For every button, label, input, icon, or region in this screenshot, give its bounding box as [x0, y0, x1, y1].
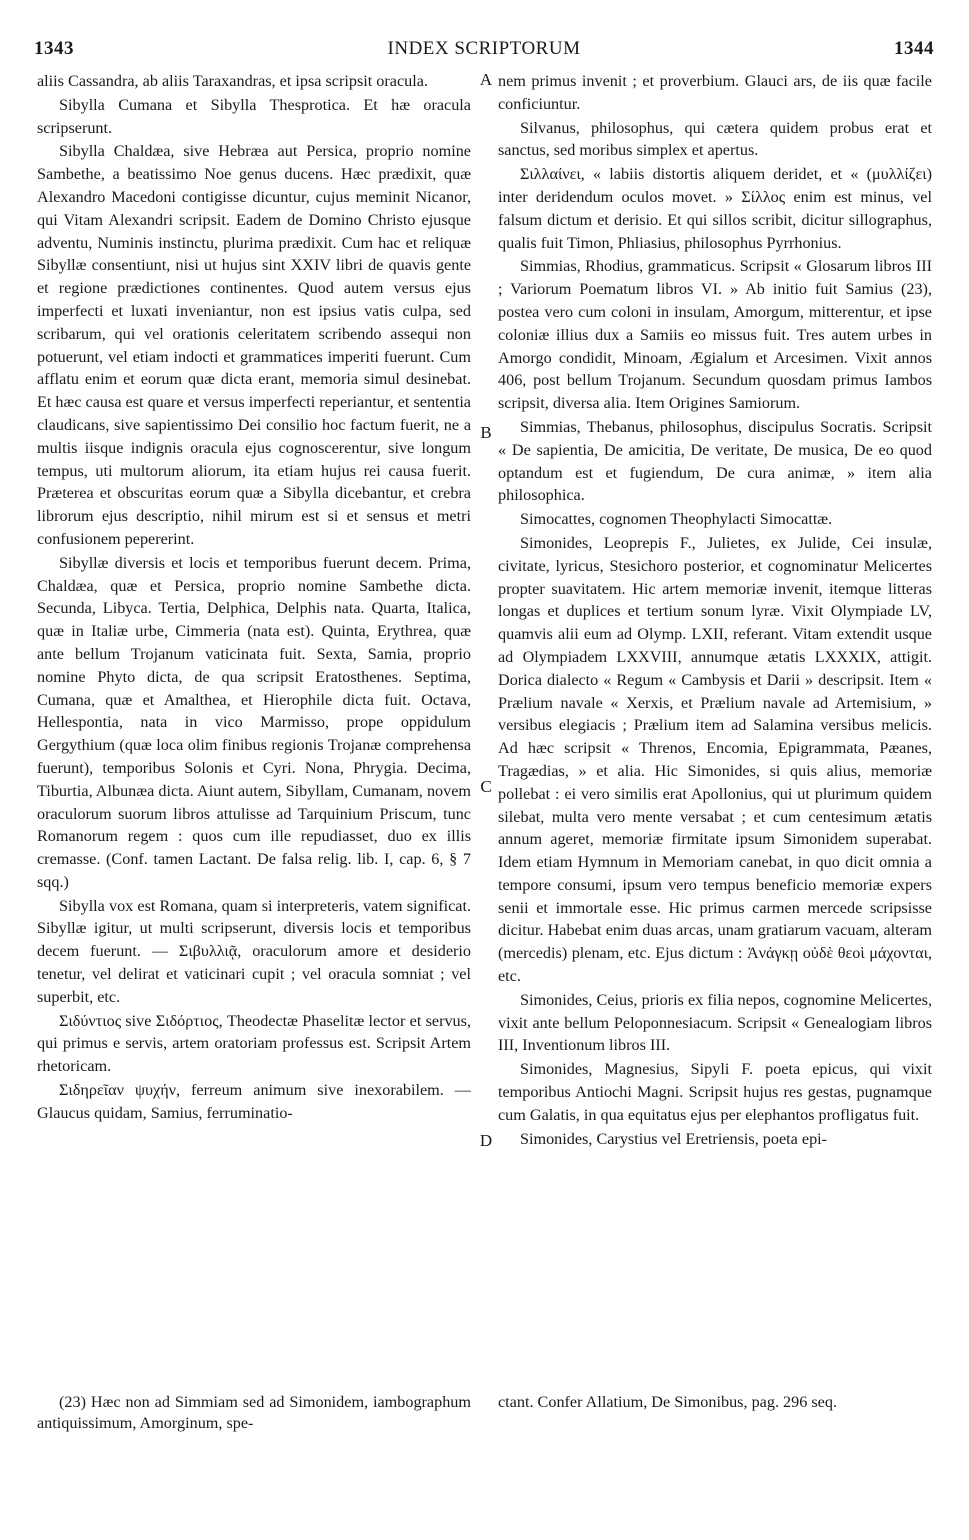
paragraph: Sibylla vox est Romana, quam si interpreteris, vatem significat. Sibyllæ igitur, ut multi scripserunt, diversis locis et temporibus decem fuerunt. — Σιβυλλιᾷ, oraculorum amore et desiderio tenetur, vel delirat et vaticinari cupit ; vel oracula somniat ; vel superbit, etc. [37, 896, 471, 1006]
margin-marker-b: B [480, 423, 492, 442]
paragraph: Sibylla Cumana et Sibylla Thesprotica. Et hæ oracula scripserunt. [37, 95, 471, 137]
paragraph: Simonides, Leoprepis F., Julietes, ex Julide, Cei insulæ, civitate, lyricus, Stesichoro posterior, et cognominatur Melicertes propter suavitatem. Hic artem memoriæ invenit, itemque litteras longas et duplices et tertium sonum lyræ. Vixit Olympiade LV, quamvis alii eum ad Olymp. LXII, referant. Vitam extendit usque ad Olympiadem LXXVIII, annumque ætatis LXXXIX, attigit. Dorica dialecto « Regum « Cambysis et Darii » descripsit. Item « Prælium navale « Xerxis, et Prælium navale ad Artemisium, » versibus elegiacis ; Prælium item ad Salamina versibus melicis. Ad hæc scripsit « Threnos, Encomia, Epigrammata, Pæanes, Tragædias, » et alia. Hic Simonides, si quis alius, memoriæ pollebat : ei vero similis erat Apollonius, qui ut plurimum quidem silebat, multa vero mente versabat ; et cum centesimum ætatis annum ageret, memoriæ firmitate ipsum Simonidem superabat. Idem etiam Hymnum in Memoriam canebat, in quo dicit omnia a tempore consumi, ipsum vero tempus beneficio memoriæ expers senii et immortale esse. Hic primus carmen mercede scripsisse dicitur. Habebat enim duas arcas, unam gratiarum vacuam, alteram (mercedis) plenam, etc. Ejus dictum : Ἀνάγκῃ οὐδὲ θεοὶ μάχονται, etc. [498, 533, 932, 986]
paragraph: Sibylla Chaldæa, sive Hebræa aut Persica, proprio nomine Sambethe, a beatissimo Noe genus ducens. Hæc prædixit, quæ Alexandro Macedoni contigisse dicuntur, cujus meminit Nicanor, qui Vitam Alexandri scripsit. Eadem de Domino Christo ejusque adventu, Numinis instinctu, plurima prædixit. Cum hac et reliquæ Sibyllæ consentiunt, nisi ut hujus sint XXIV libri de quavis gente et regione prædictiones continentes. Quod autem versus ejus imperfecti et luxati inveniantur, non est ipsius vatis culpa, sed scribarum, qui vel orationis celeritatem scribendo assequi non potuerunt, vel etiam indocti et grammatices imperiti fuerunt. Cum afflatu enim et eorum quæ dicta erant, memoria simul desinebat. Et hæc causa est quare et versus imperfecti reperiantur, et sententia claudicans, sive sapientissimo Dei consilio hoc factum fuerit, ne a multis iisque indignis oracula ejus cognoscerentur, sive longum tempus, uti multorum aliorum, ita etiam hujus rei causa fuerit. Præterea et obscuritas eorum quæ a Sibylla dicebantur, et crebra librorum ejus descriptio, nihil mirum est si et sensus et metri confusionem pepererint. [37, 142, 471, 548]
left-column [37, 70, 471, 1126]
paragraph: nem primus invenit ; et proverbium. Glauci ars, de iis quæ facile conficiuntur. [498, 72, 932, 113]
paragraph: Simonides, Magnesius, Sipyli F. poeta epicus, qui vixit temporibus Antiochi Magni. Scripsit hujus res gestas, pugnamque cum Galatis, in qua equitatus ejus per elephantos profligatus fuit. [498, 1060, 932, 1124]
paragraph: aliis Cassandra, ab aliis Taraxandras, et ipsa scripsit oracula. [37, 72, 428, 90]
paragraph: Simmias, Thebanus, philosophus, discipulus Socratis. Scripsit « De sapientia, De amicitia, De veritate, De musica, De eo quod optandum est et fugiendum, De cura animæ, » item alia philosophica. [498, 417, 932, 505]
margin-marker-d: D [479, 1131, 493, 1150]
running-title: INDEX SCRIPTORUM [387, 38, 581, 59]
paragraph: Σιδύντιος sive Σιδόρτιος, Theodectæ Phaselitæ lector et servus, qui primus e servis, artem oratoriam professus est. Scripsit Artem rhetoricam. [37, 1011, 471, 1076]
paragraph: Silvanus, philosophus, qui cætera quidem probus erat et sanctus, sed moribus simplex et apertus. [498, 118, 932, 160]
paragraph: Σιδηρεῖαν ψυχήν, ferreum animum sive inexorabilem. — Glaucus quidam, Samius, ferruminatio- [37, 1081, 471, 1122]
paragraph: Simmias, Rhodius, grammaticus. Scripsit « Glosarum libros III ; Variorum Poematum libros VI. » Ab initio fuit Samius (23), postea vero cum coloni in insulam, Amorgum, mitterentur, et ipse coloniæ illius dux a Samiis eo missus fuit. Tres autem urbes in Amorgo condidit, Minoam, Ægialum et Arcesimen. Vixit annos 406, post bellum Trojanum. Secundum quosdam primus Iambos scripsit, diversa alia. Item Origines Samiorum. [498, 257, 932, 413]
page-number-right: 1344 [894, 38, 934, 59]
paragraph: Sibyllæ diversis et locis et temporibus fuerunt decem. Prima, Chaldæa, quæ et Persica, proprio nomine Sambethe dicta. Secunda, Libyca. Tertia, Delphica, Delphis nata. Quarta, Italica, quæ in Italiæ urbe, Cimmeria (nata est). Quinta, Erythrea, quæ ante bellum Trojanum vaticinata fuit. Sexta, Samia, proprio nomine Phyto dicta, de qua scripsit Eratosthenes. Septima, Cumana, quæ et Amalthea, et Hierophile dicta fuit. Octava, Hellespontia, nata in vico Marmisso, prope oppidulum Gergythium (quæ loca olim finibus regionis Trojanæ comprehensa fuerunt), temporibus Solonis et Cyri. Nona, Phrygia. Decima, Tiburtia, Albunæa dicta. Aiunt autem, Sibyllam, Cumanam, novem oraculorum suorum libros attulisse ad Tarquinium Priscum, tunc Romanorum regem : quos cum ille repudiasset, duo ex illis cremasse. (Conf. tamen Lactant. De falsa relig. lib. I, cap. 6, § 7 sqq.) [37, 553, 471, 891]
right-column [498, 70, 932, 1151]
paragraph: Simonides, Carystius vel Eretriensis, poeta epi- [520, 1129, 828, 1148]
footnote-text: (23) Hæc non ad Simmiam sed ad Simonidem, iambographum antiquissimum, Amorginum, spe- [37, 1393, 471, 1432]
margin-marker-c: C [480, 777, 492, 796]
footnote-text: ctant. Confer Allatium, De Simonibus, pag. 296 seq. [498, 1393, 837, 1411]
footnote-right [498, 1392, 932, 1413]
footnote-left [37, 1392, 471, 1434]
paragraph: Σιλλαίνει, « labiis distortis aliquem deridet, et « (μυλλίζει) inter deridendum oculos movet. » Σίλλος enim est minus, vel falsum dictum et derisio. Et qui sillos scribit, dicitur sillographus, qualis fuit Timon, Phliasius, philosophus Pyrrhonius. [498, 165, 932, 252]
page-header [34, 38, 934, 62]
paragraph: Simocattes, cognomen Theophylacti Simocattæ. [520, 510, 833, 529]
paragraph: Simonides, Ceius, prioris ex filia nepos, cognomine Melicertes, vixit ante bellum Peloponnesiacum. Scripsit « Genealogiam libros III, Inventionum libros III. [498, 990, 932, 1055]
page-number-left: 1343 [34, 38, 74, 59]
margin-marker-a: A [479, 70, 493, 89]
